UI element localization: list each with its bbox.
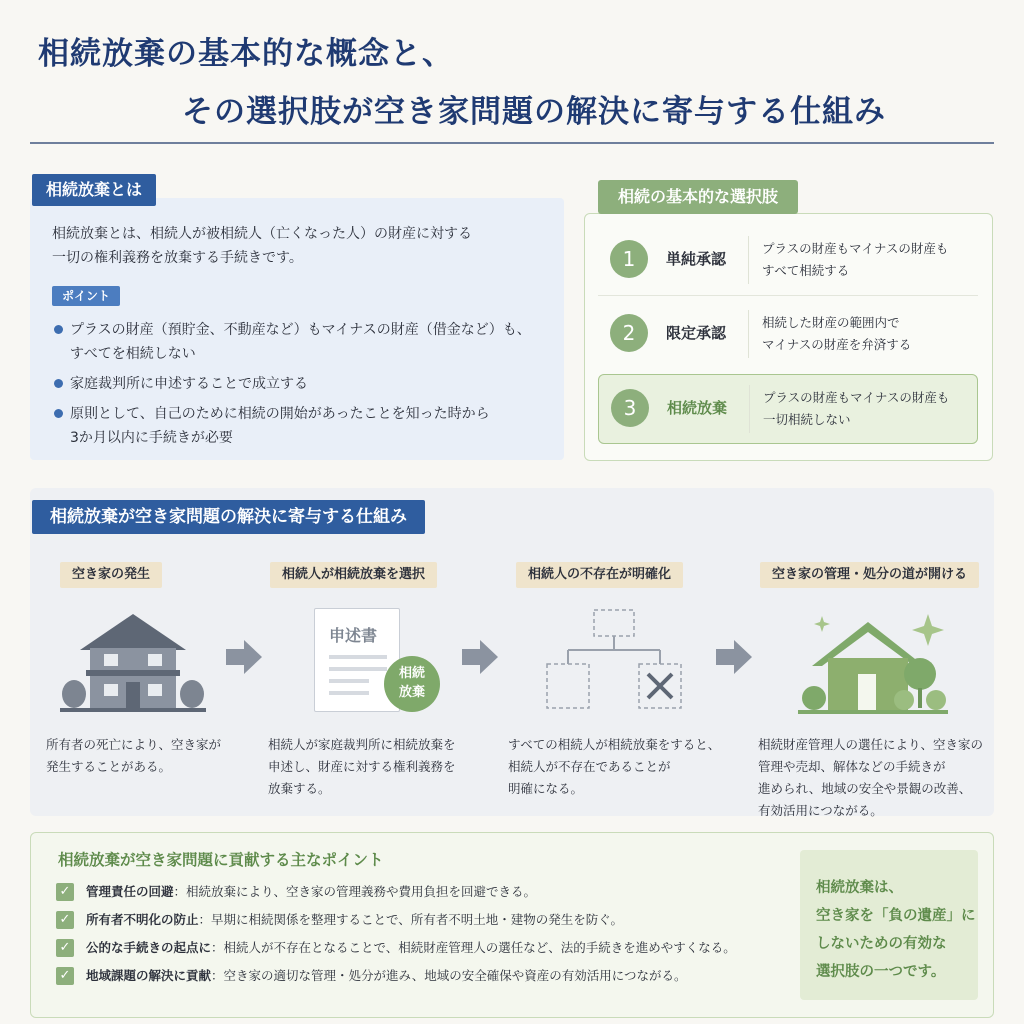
step-description-line: 相続人が家庭裁判所に相続放棄を xyxy=(268,737,456,752)
document-line xyxy=(329,679,369,683)
mechanism-tab: 相続放棄が空き家問題の解決に寄与する仕組み xyxy=(32,500,425,534)
choice-description-line: 一切相続しない xyxy=(763,412,851,427)
choice-divider xyxy=(749,385,750,433)
step-description-line: 明確になる。 xyxy=(508,781,584,796)
bullet-text: 家庭裁判所に申述することで成立する xyxy=(70,376,308,392)
checkmark-icon: ✓ xyxy=(56,883,74,901)
step-description-line: すべての相続人が相続放棄をすると、 xyxy=(508,737,721,752)
step-description-line: 相続財産管理人の選任により、空き家の xyxy=(758,737,984,752)
renunciation-stamp xyxy=(384,656,440,712)
family-tree-icon xyxy=(544,608,686,712)
contribution-title: 相続放棄が空き家問題に貢献する主なポイント xyxy=(58,851,384,869)
checklist-item xyxy=(56,966,796,994)
bullet-text: 3か月以内に手続きが必要 xyxy=(70,430,233,446)
step-description-line: 所有者の死亡により、空き家が xyxy=(46,737,222,752)
bullet-item xyxy=(52,318,552,366)
document-line xyxy=(329,691,369,695)
checklist-item-heading: 管理責任の回避 xyxy=(86,884,174,899)
number-badge: 3 xyxy=(611,389,649,427)
checklist-item-heading: 所有者不明化の防止 xyxy=(86,912,199,927)
choice-name: 限定承認 xyxy=(666,324,727,342)
choice-description-line: すべて相続する xyxy=(762,263,850,278)
checklist-item-text: ：相続放棄により、空き家の管理義務や費用負担を回避できる。 xyxy=(173,884,537,899)
document-line xyxy=(329,655,387,659)
choice-divider xyxy=(748,236,749,284)
checkmark-icon: ✓ xyxy=(56,911,74,929)
bullet-text: すべてを相続しない xyxy=(70,346,196,362)
stamp-text: 放棄 xyxy=(398,685,425,700)
checklist-item-text: ：早期に相続関係を整理することで、所有者不明土地・建物の発生を防ぐ。 xyxy=(198,912,624,927)
choice-description-line: プラスの財産もマイナスの財産も xyxy=(763,390,950,405)
step-description-line: 放棄する。 xyxy=(268,781,331,796)
definition-text-line-2: 一切の権利義務を放棄する手続きです。 xyxy=(52,250,303,266)
summary-callout xyxy=(800,850,978,1000)
choice-description-line: 相続した財産の範囲内で xyxy=(762,315,900,330)
choice-row-limited-acceptance xyxy=(598,300,978,370)
title-line-1: 相続放棄の基本的な概念と、 xyxy=(38,36,454,72)
number-badge: 2 xyxy=(610,314,648,352)
choice-description xyxy=(762,238,972,282)
checklist-item xyxy=(56,938,796,966)
choice-description xyxy=(763,387,973,431)
point-bullet-list xyxy=(52,318,552,456)
step-description-line: 進められ、地域の安全や景観の改善、 xyxy=(758,781,972,796)
document-line xyxy=(329,667,387,671)
step-description-line: 申述し、財産に対する権利義務を xyxy=(268,759,456,774)
summary-line: 選択肢の一つです。 xyxy=(816,964,946,980)
checkmark-icon: ✓ xyxy=(56,967,74,985)
checkmark-icon: ✓ xyxy=(56,939,74,957)
definition-text xyxy=(52,222,552,270)
number-badge: 1 xyxy=(610,240,648,278)
step-label-no-heir: 相続人の不存在が明確化 xyxy=(516,562,683,588)
flow-arrow-icon xyxy=(462,640,498,674)
stamp-text: 相続 xyxy=(398,666,425,681)
summary-line: しないための有効な xyxy=(816,936,947,952)
choice-description xyxy=(762,312,972,356)
step-description-line: 発生することがある。 xyxy=(46,759,172,774)
title-divider xyxy=(30,142,994,144)
step-description-line: 有効活用につながる。 xyxy=(758,803,883,818)
choice-row-simple-acceptance xyxy=(598,226,978,296)
vacant-house-icon xyxy=(60,608,206,716)
summary-line: 空き家を「負の遺産」に xyxy=(816,908,976,924)
summary-line: 相続放棄は、 xyxy=(816,880,903,896)
bullet-text: 原則として、自己のために相続の開始があったことを知った時から xyxy=(70,406,490,422)
document-title: 申述書 xyxy=(329,626,378,645)
choice-divider xyxy=(748,310,749,358)
step-label-management-path: 空き家の管理・処分の道が開ける xyxy=(760,562,979,588)
choice-row-renunciation xyxy=(598,374,978,444)
checklist-item-heading: 公的な手続きの起点に xyxy=(86,940,212,955)
definition-text-line-1: 相続放棄とは、相続人が被相続人（亡くなった人）の財産に対する xyxy=(52,226,472,242)
checklist-item xyxy=(56,910,796,938)
checklist-item-text: ：相続人が不存在となることで、相続財産管理人の選任など、法的手続きを進めやすくなる。 xyxy=(211,940,736,955)
flow-arrow-icon xyxy=(716,640,752,674)
choice-name: 単純承認 xyxy=(666,250,727,268)
step-description-vacant-house xyxy=(46,734,246,778)
step-label-choose-renunciation: 相続人が相続放棄を選択 xyxy=(270,562,437,588)
choice-description-line: プラスの財産もマイナスの財産も xyxy=(762,241,949,256)
choices-tab: 相続の基本的な選択肢 xyxy=(598,180,798,214)
choice-name: 相続放棄 xyxy=(667,399,728,417)
checklist-item xyxy=(56,882,796,910)
flow-arrow-icon xyxy=(226,640,262,674)
step-description-no-heir xyxy=(508,734,738,800)
step-description-management-path xyxy=(758,734,988,822)
step-label-vacant-house: 空き家の発生 xyxy=(60,562,162,588)
green-house-icon xyxy=(798,610,948,716)
step-description-choose-renunciation xyxy=(268,734,488,800)
bullet-text: プラスの財産（預貯金、不動産など）もマイナスの財産（借金など）も、 xyxy=(70,322,531,338)
bullet-item xyxy=(52,372,552,396)
checklist-item-heading: 地域課題の解決に貢献 xyxy=(86,968,212,983)
step-description-line: 相続人が不存在であることが xyxy=(508,759,671,774)
definition-tab: 相続放棄とは xyxy=(32,174,156,206)
bullet-item xyxy=(52,402,552,450)
choice-description-line: マイナスの財産を弁済する xyxy=(762,337,912,352)
step-description-line: 管理や売却、解体などの手続きが xyxy=(758,759,946,774)
point-tag: ポイント xyxy=(52,286,120,306)
title-line-2: その選択肢が空き家問題の解決に寄与する仕組み xyxy=(182,94,886,130)
contribution-checklist xyxy=(56,882,796,994)
checklist-item-text: ：空き家の適切な管理・処分が進み、地域の安全確保や資産の有効活用につながる。 xyxy=(211,968,687,983)
